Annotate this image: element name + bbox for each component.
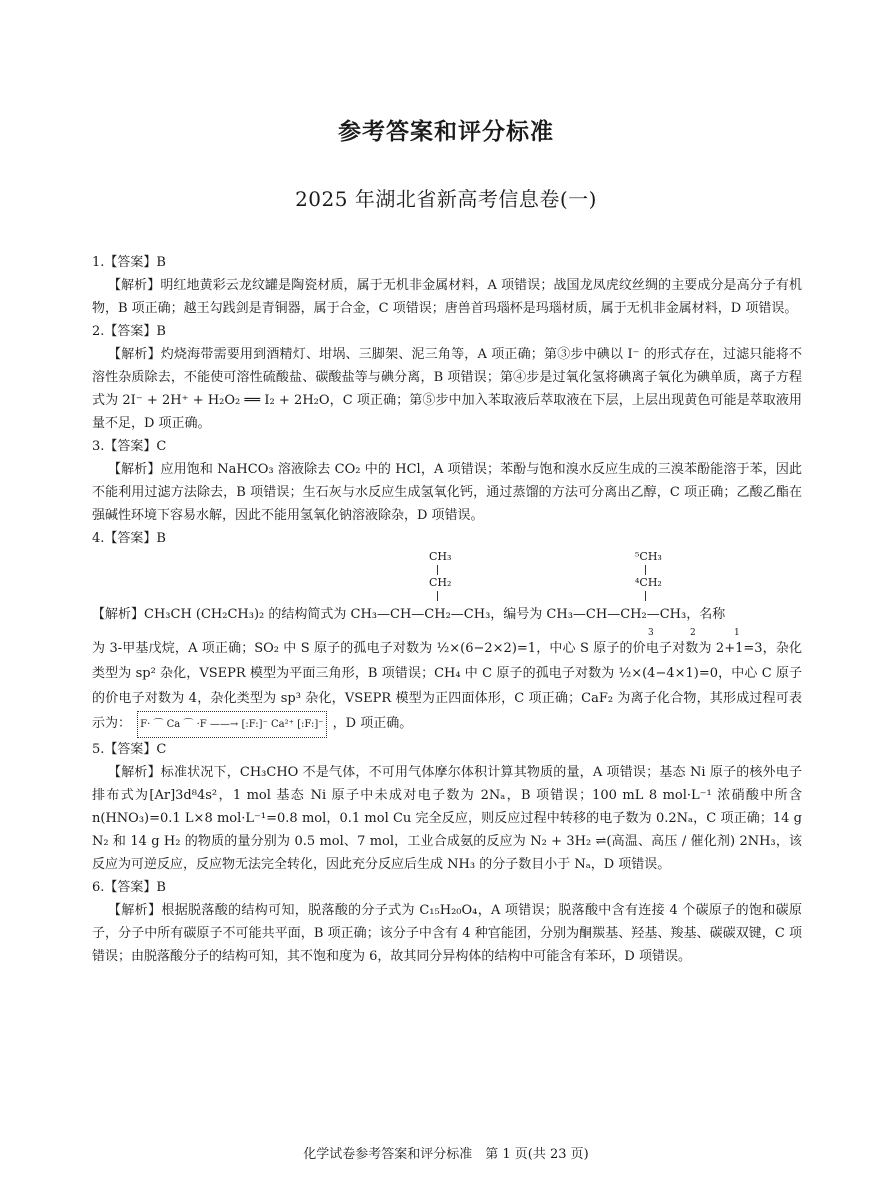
answer-label: 2.【答案】B [92, 324, 166, 339]
answer-label: 5.【答案】C [92, 742, 167, 757]
page-title: 参考答案和评分标准 [338, 119, 554, 145]
answer-label: 3.【答案】C [92, 439, 167, 454]
numbering-row [92, 628, 802, 636]
answer-content [92, 251, 802, 968]
exam-subtitle: 2025 年湖北省新高考信息卷(一) [295, 187, 597, 211]
struct-label: CH₃ [429, 550, 452, 563]
answer-label: 4.【答案】B [92, 531, 166, 546]
carbon-number: 1 [734, 628, 740, 638]
question-5 [92, 738, 802, 876]
analysis-end: ，D 项正确。 [332, 716, 413, 731]
struct-label: CH₂ [429, 576, 452, 589]
question-6 [92, 876, 802, 968]
analysis-text: 【解析】明红地黄彩云龙纹罐是陶瓷材质，属于无机非金属材料，A 项错误；战国龙凤虎纹丝绸的主要成分是高分子有机物，B 项正确；越王勾践剑是青铜器，属于合金，C 项错误；唐兽首玛瑙杯是玛瑙材质，属于无机非金属材料，D 项错误。 [92, 278, 802, 316]
bond-line [437, 565, 438, 575]
lewis-formation: F· ⌒ Ca ⌒ ·F ——→ [:F:]⁻ Ca²⁺ [:F:]⁻ [137, 711, 326, 738]
answer-label: 1.【答案】B [92, 255, 166, 270]
analysis-text: 【解析】灼烧海带需要用到酒精灯、坩埚、三脚架、泥三角等，A 项正确；第③步中碘以 I⁻ 的形式存在，过滤只能将不溶性杂质除去，不能使可溶性硫酸盐、碳酸盐等与碘分离，B 项错误；第④步是过氧化氢将碘离子氧化为碘单质，离子方程式为 2I⁻ + 2H⁺ + H₂O₂ ══ I₂ + 2H₂O，C 项正确；第⑤步中加入苯取液后萃取液在下层，上层出现黄色可能是萃取液用量不足，D 项正确。 [92, 347, 802, 431]
analysis-text [92, 636, 802, 738]
analysis-rest: 为 3-甲基戊烷，A 项正确；SO₂ 中 S 原子的孤电子对数为 ½×(6−2×2)=1，中心 S 原子的价电子对数为 2+1=3，杂化类型为 sp² 杂化，VSEPR 模型为平面三角形，B 项错误；CH₄ 中 C 原子的孤电子对数为 ½×(4−4×1)=0，中心 C 原子的价电子对数为 4，杂化类型为 sp³ 杂化，VSEPR 模型为正四面体形，C 项正确；CaF₂ 为离子化合物，其形成过程可表示为： [92, 641, 802, 731]
question-4 [92, 527, 802, 738]
bond-line [437, 591, 438, 601]
analysis-text: 【解析】根据脱落酸的结构可知，脱落酸的分子式为 C₁₅H₂₀O₄，A 项错误；脱落酸中含有连接 4 个碳原子的饱和碳原子，分子中所有碳原子不可能共平面，B 项正确；该分子中含有 4 种官能团，分别为酮羰基、羟基、羧基、碳碳双键，C 项错误；由脱落酸分子的结构可知，其不饱和度为 6，故其同分异构体的结构中可能含有苯环，D 项错误。 [92, 903, 802, 964]
analysis-text: 【解析】应用饱和 NaHCO₃ 溶液除去 CO₂ 中的 HCl，A 项错误；苯酚与饱和溴水反应生成的三溴苯酚能溶于苯，因此不能利用过滤方法除去，B 项错误；生石灰与水反应生成氢氧化钙，通过蒸馏的方法可分离出乙醇，C 项正确；乙酸乙酯在强碱性环境下容易水解，因此不能用氢氧化钠溶液除杂，D 项错误。 [92, 462, 802, 523]
carbon-number: 3 [648, 628, 654, 638]
analysis-text: 【解析】CH₃CH (CH₂CH₃)₂ 的结构简式为 CH₃—CH—CH₂—CH₃，编号为 CH₃—CH—CH₂—CH₃，名称 [92, 607, 726, 622]
answer-label: 6.【答案】B [92, 880, 166, 895]
structural-formula [92, 550, 802, 628]
page-footer: 化学试卷参考答案和评分标准 第 1 页(共 23 页) [303, 1147, 589, 1162]
question-3 [92, 435, 802, 527]
question-1 [92, 251, 802, 320]
struct-label: ⁵CH₃ [635, 550, 662, 563]
bond-line [645, 565, 646, 575]
struct-label: ⁴CH₂ [635, 576, 662, 589]
question-2 [92, 320, 802, 435]
bond-line [645, 591, 646, 601]
carbon-number: 2 [690, 628, 696, 638]
analysis-text: 【解析】标准状况下，CH₃CHO 不是气体，不可用气体摩尔体积计算其物质的量，A 项错误；基态 Ni 原子的核外电子排布式为[Ar]3d⁸4s²，1 mol 基态 Ni 原子中未成对电子数为 2Nₐ，B 项错误；100 mL 8 mol·L⁻¹ 浓硝酸中所含 n(HNO₃)=0.1 L×8 mol·L⁻¹=0.8 mol，0.1 mol Cu 完全反应，则反应过程中转移的电子数为 0.2Nₐ，C 项正确；14 g N₂ 和 14 g H₂ 的物质的量分别为 0.5 mol、7 mol，工业合成氨的反应为 N₂ + 3H₂ ⇌(高温、高压 / 催化剂) 2NH₃，该反应为可逆反应，反应物无法完全转化，因此充分反应后生成 NH₃ 的分子数目小于 Nₐ，D 项错误。 [92, 765, 802, 872]
